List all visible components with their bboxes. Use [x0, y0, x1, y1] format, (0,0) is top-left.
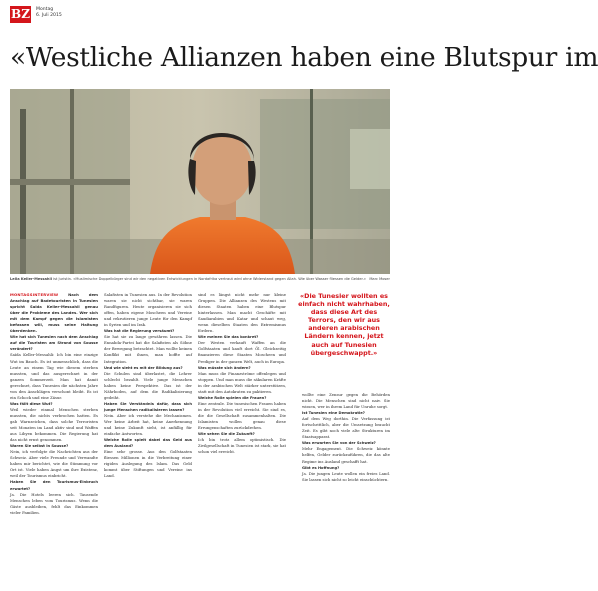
- issue-date: [36, 7, 62, 19]
- portrait-photo: [10, 89, 390, 274]
- interview-answer: Mehr Engagement. Die Schweiz könnte helfen, Gelder zurückzuführen, die das alte Regime ins Ausland geschafft hat.: [302, 446, 390, 464]
- interview-question: Welche Rolle spielt dabei das Geld aus dem Ausland?: [104, 438, 192, 449]
- caption-text: ist Juristin. «Muslimische Doppelbürger sind wir den negativen Entwicklungen in Nordafrika vertraut wird ohne Widerstand gegen Allah. Wie über Wasser fliessen die Gelder.»: [53, 277, 366, 281]
- article-column-2: [104, 292, 192, 584]
- interview-answer: Weil wieder einmal Menschen sterben mussten, die nichts verbrochen hatten. Es gab Warnzeichen, dass solche Terroristen seit Monaten im Land aktiv sind und Waffen aus Libyen bekommen. Die Regierung hat das nicht ernst genommen.: [10, 406, 98, 443]
- interview-question: Wie hat sich Tunesien nach dem Anschlag auf die Touristen am Strand von Sousse verändert?: [10, 335, 98, 352]
- intro: [10, 292, 98, 334]
- interview-question: Und wie sieht es mit der Bildung aus?: [104, 365, 183, 370]
- interview-answer: Der Westen verkauft Waffen an die Golfstaaten und kauft dort Öl. Gleichzeitig finanzieren diese Staaten Moscheen und Prediger in der ganzen Welt, auch in Europa.: [198, 340, 286, 364]
- interview-answer: Nein, ich verfolgte die Nachrichten aus der Schweiz. Aber viele Freunde und Verwandte haben mir berichtet, wie die Stimmung vor Ort ist. Viele haben Angst um ihre Existenz, weil der Tourismus einbricht.: [10, 449, 98, 479]
- interview-question: Was fällt diese Wut?: [10, 401, 53, 406]
- interview-question: Gibt es Hoffnung?: [302, 465, 340, 470]
- interview-question: Welche Rolle spielen die Frauen?: [198, 395, 267, 400]
- issue-day: Montag: [36, 7, 54, 12]
- interview-question: Wie meinen Sie das konkret?: [198, 335, 259, 340]
- interview-question: Haben Sie den Tourismus-Einbruch erwartet?: [10, 480, 98, 491]
- interview-answer: Ich bin trotz allem optimistisch. Die Zivilgesellschaft in Tunesien ist stark, sie hat schon viel erreicht.: [198, 437, 286, 455]
- pull-quote-text: «Die Tunesier wollten es einfach nicht wahrhaben, dass diese Art des Terrors, den wir aus anderen arabischen Ländern kennen, jetzt auch auf Tunesien übergeschwappt.»: [298, 292, 390, 357]
- interview-answer: Die Schulen sind überlastet, die Lehrer schlecht bezahlt. Viele junge Menschen haben keine Perspektive. Das ist der Nährboden, auf dem die Radikalisierung gedeiht.: [104, 370, 192, 400]
- photo-credit: Marc Moser: [369, 277, 390, 281]
- interview-answer: Nein. Aber ich verstehe die Mechanismen. Wer keine Arbeit hat, keine Anerkennung und keine Zukunft sieht, ist anfällig für einfache Antworten.: [104, 412, 192, 437]
- interview-answer: Man muss die Finanzströme offenlegen und stoppen. Und man muss die säkularen Kräfte in der arabischen Welt stärker unterstützen, statt mit den Autokraten zu paktieren.: [198, 370, 286, 394]
- interview-answer: Auf dem Weg dorthin. Die Verfassung ist fortschrittlich, aber die Umsetzung braucht Zeit. Es gibt noch viele alte Strukturen im Staatsapparat.: [302, 416, 390, 440]
- column-3-body: [198, 292, 286, 455]
- interview-answer: Ja. Die jungen Leute wollen ein freies Land. Sie lassen sich nicht so leicht einschüchtern.: [302, 470, 390, 482]
- interview-answer: Ja. Die Hotels leeren sich. Tausende Menschen leben vom Tourismus. Wenn die Gäste ausbleiben, fehlt das Einkommen vieler Familien.: [10, 491, 98, 515]
- column-2-body: [104, 292, 192, 479]
- pull-quote: [298, 292, 390, 388]
- interview-answer: wollte eine Zensur gegen die Behörden nicht. Die Menschen sind nicht naiv. Sie wissen, wer in ihrem Land für Unruhe sorgt.: [302, 392, 390, 410]
- article-column-4: [302, 392, 390, 584]
- column-1-body: [10, 334, 98, 515]
- issue-date-text: 6. Juli 2015: [36, 13, 62, 18]
- masthead: [0, 0, 400, 28]
- interview-answer: Eine zentrale. Die tunesischen Frauen haben in der Revolution viel erreicht. Sie sind es, die die Gesellschaft zusammenhalten. Die Islamisten wollen genau diese Errungenschaften zurückdrehen.: [198, 400, 286, 431]
- interview-question: Waren Sie selbst in Sousse?: [10, 444, 69, 449]
- caption-name: Leila Keller-Messahli: [10, 277, 52, 281]
- photo-caption: [10, 276, 390, 282]
- interview-question: Haben Sie Verständnis dafür, dass sich junge Menschen radikalisieren lassen?: [104, 401, 192, 412]
- interview-answer: Sie hat sie zu lange gewähren lassen. Die Ennahda-Partei hat die Salafisten als Söhne der Bewegung betrachtet. Man wollte keinen Konflikt mit ihnen, man hoffte auf Integration.: [104, 334, 192, 364]
- interview-answer: Saïda Keller-Messahli: Ich bin eine einzige Wut im Bauch. Es ist unmenschlich, dass die Leute an einem Tag wie diesem sterben mussten, und das ausgerechnet in der ganzen Sommerzeit. Man hat damit gerechnet, dass Tunesien die nächsten Jahre von den Anschlägen verschont bleibt. Es ist ein Schock und eine Zäsur.: [10, 352, 98, 400]
- interview-answer: Salafisten in Tunesien aus. In der Revolution waren sie nicht sichtbar, sie waren Randfiguren. Heute organisieren sie sich offen, haben eigene Moscheen und Vereine und rekrutieren junge Leute für den Kampf in Syrien und im Irak.: [104, 292, 192, 328]
- interview-question: Wie sehen Sie die Zukunft?: [198, 432, 255, 437]
- article-column-1: [10, 292, 98, 584]
- interview-question: Was müsste sich ändern?: [198, 365, 251, 370]
- column-4-body: [302, 392, 390, 483]
- interview-question: Was hat die Regierung versäumt?: [104, 329, 175, 334]
- interview-question: Was erwarten Sie von der Schweiz?: [302, 441, 376, 446]
- lead-text: Nach dem Anschlag auf Badetouristen in Tunesien spricht Saïda Keller-Messahli genau über die Probleme des Landes. Wer sich mit dem Kampf gegen die Islamisten befassen will, muss seine Haltung überdenken.: [10, 292, 98, 334]
- kicker: MONTAGSINTERVIEW: [10, 292, 59, 297]
- article-headline: «Westliche Allianzen haben eine Blutspur im: [10, 42, 598, 73]
- article-column-3: [198, 292, 286, 584]
- interview-question: Ist Tunesien eine Demokratie?: [302, 411, 365, 416]
- interview-answer: sind es längst nicht mehr nur kleine Gruppen. Die Allianzen des Westens mit diesen Staaten haben eine Blutspur hinterlassen. Man macht Geschäfte mit Saudiarabien und Katar und schaut weg, wenn dieselben Staaten den Extremismus fördern.: [198, 292, 286, 334]
- portrait-illustration: [10, 89, 390, 274]
- newspaper-logo: BZ: [11, 7, 30, 21]
- interview-answer: Eine sehr grosse. Aus den Golfstaaten fliessen Millionen in die Verbreitung einer rigiden Auslegung des Islam. Das Geld kommt über Stiftungen und Vereine ins Land.: [104, 449, 192, 479]
